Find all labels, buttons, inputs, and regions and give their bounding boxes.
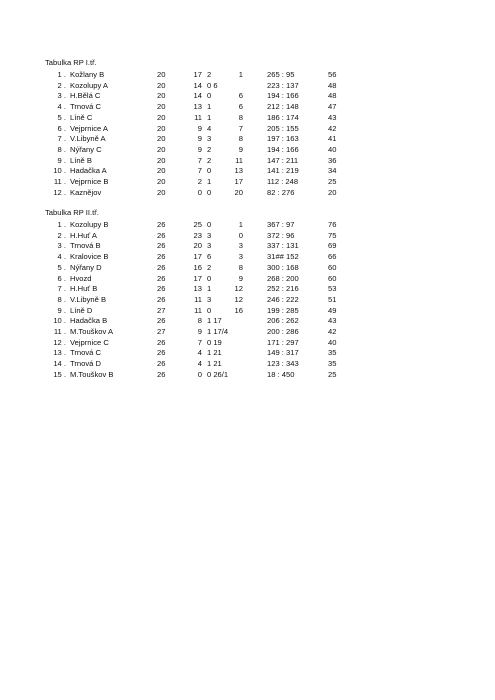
- cell-draws: 2: [207, 262, 212, 272]
- cell-score: 337 : 131: [267, 241, 299, 251]
- cell-points: 66: [328, 252, 337, 262]
- cell-games: 20: [157, 80, 166, 90]
- cell-games: 26: [157, 348, 166, 358]
- cell-score: 252 : 216: [267, 284, 299, 294]
- cell-points: 42: [328, 123, 337, 133]
- cell-team: H.Huť A: [70, 230, 97, 240]
- cell-score: 123 : 343: [267, 359, 299, 369]
- cell-score: 367 : 97: [267, 220, 295, 229]
- cell-points: 53: [328, 284, 337, 294]
- cell-points: 35: [328, 359, 337, 369]
- cell-team: Hadačka B: [70, 316, 108, 326]
- cell-rank: 6 .: [57, 273, 66, 283]
- cell-games: 26: [157, 316, 166, 326]
- cell-losses: 13: [234, 166, 243, 176]
- cell-score: 194 : 166: [267, 91, 299, 101]
- cell-score: 82 : 276: [267, 187, 295, 197]
- cell-team: Trnová C: [70, 102, 101, 112]
- cell-games: 20: [157, 166, 166, 176]
- table-title: Tabulka RP II.tř.: [45, 208, 99, 217]
- cell-wins: 23: [193, 230, 202, 240]
- cell-losses: 6: [238, 91, 243, 101]
- table-row: [45, 348, 465, 358]
- cell-team: Trnová B: [70, 241, 101, 251]
- cell-rank: 2 .: [57, 230, 66, 240]
- cell-wins: 20: [193, 241, 202, 251]
- cell-team: Líně D: [70, 305, 93, 315]
- cell-wins: 11: [194, 305, 202, 315]
- cell-rank: 6 .: [57, 123, 66, 133]
- cell-draws: 1 21: [207, 359, 222, 369]
- cell-losses: 3: [238, 241, 243, 251]
- cell-rank: 14 .: [53, 359, 66, 369]
- cell-points: 69: [328, 241, 337, 251]
- cell-games: 26: [157, 252, 166, 262]
- cell-score: 31## 152: [267, 252, 299, 262]
- cell-points: 40: [328, 337, 337, 347]
- table-row: [45, 316, 465, 326]
- cell-wins: 13: [193, 284, 202, 294]
- cell-draws: 4: [207, 123, 212, 133]
- cell-points: 35: [328, 348, 337, 358]
- cell-team: Kaznějov: [70, 187, 102, 197]
- cell-points: 49: [328, 305, 337, 315]
- cell-wins: 4: [197, 348, 202, 358]
- cell-losses: 1: [238, 220, 243, 229]
- table-row: [45, 177, 465, 187]
- table-row: [45, 306, 465, 316]
- table-row: [45, 370, 465, 380]
- cell-wins: 17: [193, 273, 202, 283]
- cell-score: 197 : 163: [267, 134, 299, 144]
- cell-wins: 17: [193, 252, 202, 262]
- cell-score: 18 : 450: [267, 369, 295, 379]
- cell-losses: 8: [238, 262, 243, 272]
- cell-rank: 10 .: [53, 166, 66, 176]
- cell-team: Kozolupy B: [70, 220, 109, 229]
- cell-draws: 0 26/1: [207, 369, 229, 379]
- cell-losses: 3: [238, 252, 243, 262]
- cell-points: 20: [328, 187, 337, 197]
- table-row: [45, 81, 465, 91]
- cell-points: 56: [328, 70, 337, 79]
- cell-draws: 1: [207, 102, 212, 112]
- table-row: [45, 274, 465, 284]
- cell-score: 265 : 95: [267, 70, 295, 79]
- table-row: [45, 284, 465, 294]
- cell-rank: 11 .: [53, 177, 66, 186]
- table-row: [45, 338, 465, 348]
- cell-score: 246 : 222: [267, 294, 299, 304]
- cell-rank: 12 .: [53, 187, 66, 197]
- cell-wins: 16: [193, 262, 202, 272]
- cell-points: 76: [328, 220, 337, 229]
- cell-score: 300 : 168: [267, 262, 299, 272]
- cell-rank: 8 .: [57, 144, 66, 154]
- cell-draws: 3: [207, 230, 212, 240]
- cell-rank: 3 .: [57, 91, 66, 101]
- cell-rank: 11 .: [53, 327, 66, 336]
- cell-wins: 14: [193, 91, 202, 101]
- cell-draws: 0: [207, 305, 212, 315]
- cell-team: Kožlany B: [70, 70, 105, 79]
- cell-wins: 2: [197, 177, 202, 186]
- table-row: [45, 252, 465, 262]
- cell-draws: 3: [207, 294, 212, 304]
- cell-draws: 3: [207, 134, 212, 144]
- cell-points: 25: [328, 369, 337, 379]
- cell-losses: 17: [234, 177, 243, 186]
- cell-team: Nýřany D: [70, 262, 102, 272]
- cell-wins: 7: [197, 337, 202, 347]
- cell-rank: 7 .: [57, 134, 66, 144]
- cell-draws: 1: [207, 112, 212, 122]
- cell-draws: 1: [207, 284, 212, 294]
- cell-games: 20: [157, 91, 166, 101]
- cell-games: 20: [157, 70, 166, 79]
- cell-draws: 3: [207, 241, 212, 251]
- cell-draws: 0: [207, 220, 212, 229]
- cell-rank: 12 .: [53, 337, 66, 347]
- cell-draws: 2: [207, 155, 212, 165]
- cell-games: 20: [157, 123, 166, 133]
- cell-team: H.Bělá C: [70, 91, 101, 101]
- cell-score: 186 : 174: [267, 112, 299, 122]
- cell-score: 268 : 200: [267, 273, 299, 283]
- cell-points: 47: [328, 102, 337, 112]
- cell-rank: 10 .: [53, 316, 66, 326]
- cell-games: 20: [157, 112, 166, 122]
- cell-rank: 8 .: [57, 294, 66, 304]
- cell-games: 26: [157, 230, 166, 240]
- cell-wins: 11: [194, 112, 202, 122]
- cell-losses: 1: [238, 70, 243, 79]
- cell-draws: 0: [207, 166, 212, 176]
- cell-draws: 0: [207, 91, 212, 101]
- cell-points: 43: [328, 316, 337, 326]
- table-row: [45, 156, 465, 166]
- table-row: [45, 231, 465, 241]
- cell-losses: 6: [238, 102, 243, 112]
- cell-losses: 8: [238, 134, 243, 144]
- cell-team: H.Huť B: [70, 284, 98, 294]
- cell-team: Kralovice B: [70, 252, 109, 262]
- cell-rank: 4 .: [57, 252, 66, 262]
- cell-wins: 7: [197, 166, 202, 176]
- cell-score: 149 : 317: [267, 348, 299, 358]
- cell-points: 43: [328, 112, 337, 122]
- cell-score: 141 : 219: [267, 166, 299, 176]
- cell-games: 20: [157, 134, 166, 144]
- cell-games: 20: [157, 144, 166, 154]
- cell-games: 26: [157, 359, 166, 369]
- cell-wins: 14: [193, 80, 202, 90]
- cell-wins: 13: [193, 102, 202, 112]
- cell-team: Vejprnice A: [70, 123, 108, 133]
- cell-points: 48: [328, 91, 337, 101]
- cell-draws: 1 21: [207, 348, 222, 358]
- cell-wins: 4: [197, 359, 202, 369]
- table-row: [45, 134, 465, 144]
- cell-score: 147 : 211: [267, 155, 299, 165]
- cell-games: 20: [157, 155, 166, 165]
- table-row: [45, 91, 465, 101]
- cell-losses: 11: [235, 155, 243, 165]
- cell-rank: 7 .: [57, 284, 66, 294]
- cell-draws: 2: [207, 70, 212, 79]
- cell-points: 51: [328, 294, 337, 304]
- cell-rank: 1 .: [57, 220, 66, 229]
- cell-games: 26: [157, 337, 166, 347]
- table-row: [45, 70, 465, 80]
- cell-score: 372 : 96: [267, 230, 295, 240]
- table-row: [45, 263, 465, 273]
- table-row: [45, 359, 465, 369]
- cell-rank: 4 .: [57, 102, 66, 112]
- cell-games: 20: [157, 177, 166, 186]
- cell-wins: 9: [197, 123, 202, 133]
- cell-team: V.Libyně B: [70, 294, 107, 304]
- cell-draws: 2: [207, 144, 212, 154]
- cell-games: 26: [157, 273, 166, 283]
- cell-games: 26: [157, 369, 166, 379]
- table-row: [45, 145, 465, 155]
- cell-rank: 5 .: [57, 262, 66, 272]
- cell-points: 48: [328, 80, 337, 90]
- table-row: [45, 102, 465, 112]
- cell-team: Kozolupy A: [70, 80, 108, 90]
- cell-games: 27: [157, 305, 166, 315]
- cell-team: Vejprnice C: [70, 337, 109, 347]
- cell-losses: 9: [238, 144, 243, 154]
- cell-losses: 12: [234, 284, 243, 294]
- cell-rank: 2 .: [57, 80, 66, 90]
- cell-draws: 0: [207, 187, 212, 197]
- cell-games: 20: [157, 187, 166, 197]
- cell-games: 26: [157, 220, 166, 229]
- cell-points: 60: [328, 273, 337, 283]
- cell-points: 60: [328, 262, 337, 272]
- cell-draws: 6: [207, 252, 212, 262]
- cell-rank: 3 .: [57, 241, 66, 251]
- cell-draws: 0: [207, 273, 212, 283]
- cell-team: Hadačka A: [70, 166, 107, 176]
- cell-draws: 0 19: [207, 337, 222, 347]
- cell-draws: 1 17/4: [207, 327, 229, 336]
- cell-score: 171 : 297: [267, 337, 299, 347]
- cell-wins: 9: [197, 327, 202, 336]
- table-row: [45, 220, 465, 230]
- cell-score: 200 : 286: [267, 327, 299, 336]
- cell-losses: 7: [238, 123, 243, 133]
- cell-wins: 7: [197, 155, 202, 165]
- cell-team: Trnová C: [70, 348, 101, 358]
- cell-score: 206 : 262: [267, 316, 299, 326]
- cell-points: 40: [328, 144, 337, 154]
- cell-wins: 25: [193, 220, 202, 229]
- cell-rank: 13 .: [53, 348, 66, 358]
- cell-points: 42: [328, 327, 337, 336]
- cell-rank: 9 .: [57, 305, 66, 315]
- cell-wins: 8: [197, 316, 202, 326]
- cell-score: 194 : 166: [267, 144, 299, 154]
- table-row: [45, 124, 465, 134]
- cell-points: 75: [328, 230, 337, 240]
- cell-score: 212 : 148: [267, 102, 299, 112]
- cell-losses: 16: [234, 305, 243, 315]
- table-row: [45, 188, 465, 198]
- cell-points: 41: [328, 134, 337, 144]
- cell-wins: 0: [197, 369, 202, 379]
- cell-team: Trnová D: [70, 359, 101, 369]
- cell-wins: 11: [194, 294, 202, 304]
- cell-team: Líně C: [70, 112, 93, 122]
- table-row: [45, 241, 465, 251]
- cell-wins: 9: [197, 134, 202, 144]
- table-row: [45, 295, 465, 305]
- cell-wins: 9: [197, 144, 202, 154]
- cell-losses: 8: [238, 112, 243, 122]
- cell-score: 112 : 248: [267, 177, 299, 186]
- cell-rank: 15 .: [53, 369, 66, 379]
- cell-team: Hvozd: [70, 273, 92, 283]
- cell-games: 26: [157, 294, 166, 304]
- cell-team: M.Touškov B: [70, 369, 114, 379]
- cell-team: Nýřany C: [70, 144, 102, 154]
- cell-losses: 0: [238, 230, 243, 240]
- cell-score: 223 : 137: [267, 80, 299, 90]
- cell-draws: 1: [207, 177, 212, 186]
- cell-team: V.Libyně A: [70, 134, 106, 144]
- cell-games: 27: [157, 327, 166, 336]
- table-row: [45, 113, 465, 123]
- cell-losses: 20: [234, 187, 243, 197]
- cell-losses: 9: [238, 273, 243, 283]
- cell-losses: 12: [234, 294, 243, 304]
- table-title: Tabulka RP I.tř.: [45, 58, 97, 67]
- cell-rank: 5 .: [57, 112, 66, 122]
- cell-team: Líně B: [70, 155, 92, 165]
- cell-wins: 17: [193, 70, 202, 79]
- cell-games: 20: [157, 102, 166, 112]
- cell-points: 25: [328, 177, 337, 186]
- table-row: [45, 327, 465, 337]
- cell-points: 34: [328, 166, 337, 176]
- cell-draws: 0 6: [207, 80, 218, 90]
- cell-team: M.Touškov A: [70, 327, 114, 336]
- cell-score: 205 : 155: [267, 123, 299, 133]
- cell-rank: 9 .: [57, 155, 66, 165]
- cell-games: 26: [157, 284, 166, 294]
- cell-team: Vejprnice B: [70, 177, 109, 186]
- table-row: [45, 166, 465, 176]
- cell-points: 36: [328, 155, 337, 165]
- cell-wins: 0: [197, 187, 202, 197]
- cell-games: 26: [157, 262, 166, 272]
- cell-rank: 1 .: [57, 70, 66, 79]
- cell-score: 199 : 285: [267, 305, 299, 315]
- cell-games: 26: [157, 241, 166, 251]
- cell-draws: 1 17: [207, 316, 222, 326]
